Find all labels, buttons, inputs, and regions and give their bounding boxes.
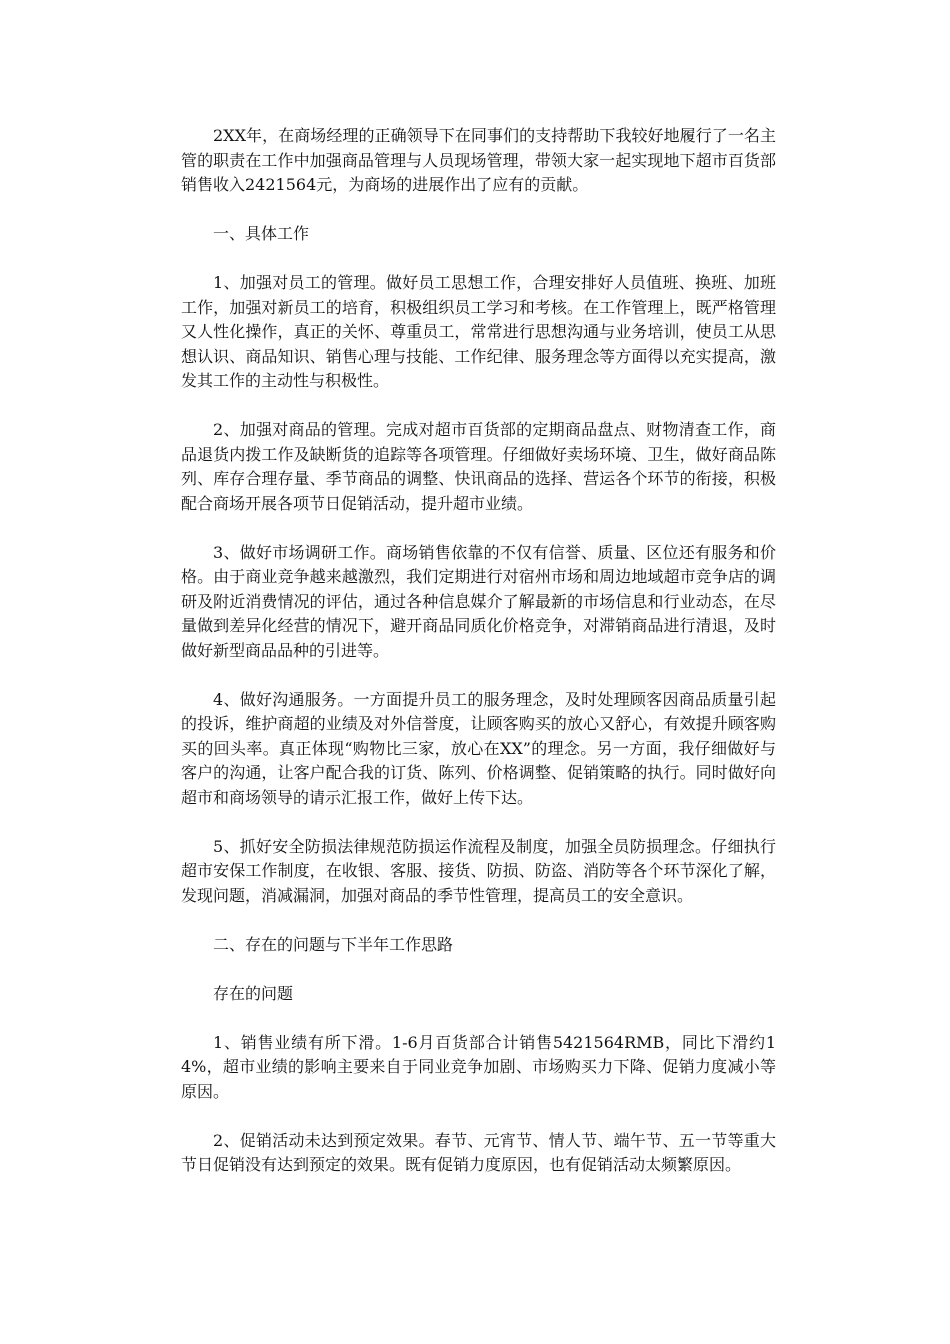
work-item-loss-prevention: 5、抓好安全防损法律规范防损运作流程及制度，加强全员防损理念。仔细执行超市安保工作制度，在收银、客服、接货、防损、防盗、消防等各个环节深化了解，发现问题，消减漏洞，加强对商品的季节性管理，提高员工的安全意识。	[181, 836, 776, 905]
section-heading-specific-work: 一、具体工作	[213, 224, 310, 243]
intro-paragraph: 2XX年，在商场经理的正确领导下在同事们的支持帮助下我较好地履行了一名主管的职责在工作中加强商品管理与人员现场管理，带领大家一起实现地下超市百货部销售收入2421564元，为商场的进展作出了应有的贡献。	[181, 126, 776, 194]
work-item-communication-service: 4、做好沟通服务。一方面提升员工的服务理念，及时处理顾客因商品质量引起的投诉，维护商超的业绩及对外信誉度，让顾客购买的放心又舒心，有效提升顾客购买的回头率。真正体现“购物比三家，放心在XX”的理念。另一方面，我仔细做好与客户的沟通，让客户配合我的订货、陈列、价格调整、促销策略的执行。同时做好向超市和商场领导的请示汇报工作，做好上传下达。	[181, 689, 776, 807]
work-item-market-research: 3、做好市场调研工作。商场销售依靠的不仅有信誉、质量、区位还有服务和价格。由于商业竞争越来越激烈，我们定期进行对宿州市场和周边地域超市竞争店的调研及附近消费情况的评估，通过各种信息媒介了解最新的市场信息和行业动态，在尽量做到差异化经营的情况下，避开商品同质化价格竞争，对滞销商品进行清退，及时做好新型商品品种的引进等。	[181, 542, 776, 660]
work-item-goods-management: 2、加强对商品的管理。完成对超市百货部的定期商品盘点、财物清查工作，商品退货内拨工作及缺断货的追踪等各项管理。仔细做好卖场环境、卫生，做好商品陈列、库存合理存量、季节商品的调整、快讯商品的选择、营运各个环节的衔接，积极配合商场开展各项节日促销活动，提升超市业绩。	[181, 420, 776, 513]
document-page	[181, 124, 776, 1202]
work-item-staff-management: 1、加强对员工的管理。做好员工思想工作，合理安排好人员值班、换班、加班工作，加强对新员工的培育，积极组织员工学习和考核。在工作管理上，既严格管理又人性化操作，真正的关怀、尊重员工，常常进行思想沟通与业务培训，使员工从思想认识、商品知识、销售心理与技能、工作纪律、服务理念等方面得以充实提高，激发其工作的主动性与积极性。	[181, 273, 776, 390]
problem-item-sales-decline: 1、销售业绩有所下滑。1-6月百货部合计销售5421564RMB，同比下滑约14%，超市业绩的影响主要来自于同业竞争加剧、市场购买力下降、促销力度减小等原因。	[181, 1032, 776, 1101]
problem-item-promotion-effect: 2、促销活动未达到预定效果。春节、元宵节、情人节、端午节、五一节等重大节日促销没有达到预定的效果。既有促销力度原因，也有促销活动太频繁原因。	[181, 1130, 776, 1174]
section-heading-problems-and-plans: 二、存在的问题与下半年工作思路	[213, 934, 454, 954]
subsection-heading-problems: 存在的问题	[213, 983, 294, 1003]
